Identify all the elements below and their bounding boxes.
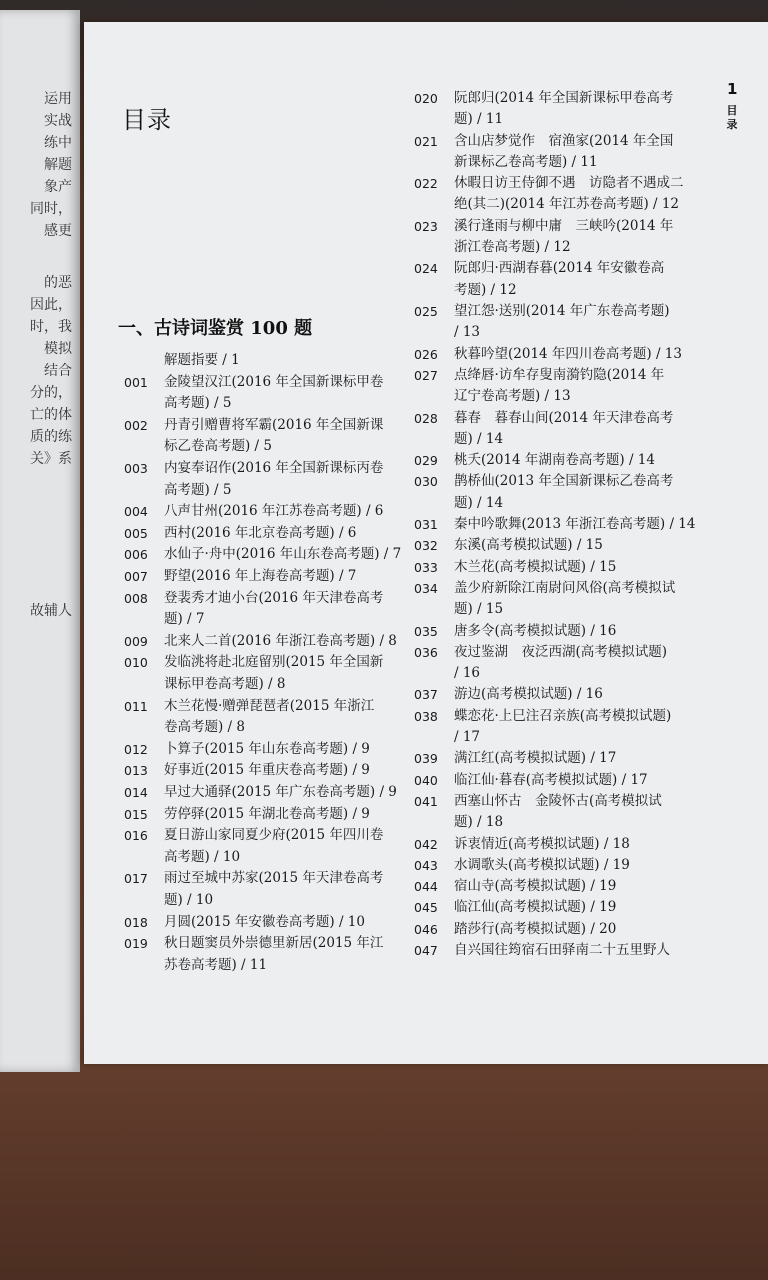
toc-entry-continuation: 苏卷高考题) / 11: [164, 956, 268, 973]
toc-entry-title: 丹青引赠曹将军霸(2016 年全国新课: [164, 416, 384, 433]
toc-entry-title: 劳停驿(2015 年湖北卷高考题) / 9: [164, 805, 370, 822]
toc-entry[interactable]: [124, 523, 404, 545]
toc-entry-number: 033: [414, 559, 438, 575]
left-page-fragment: 练中: [44, 135, 72, 151]
toc-entry-title: 夏日游山家同夏少府(2015 年四川卷: [164, 827, 384, 844]
toc-entry[interactable]: [124, 350, 404, 372]
toc-entry-number: 025: [414, 304, 438, 319]
toc-entry-continuation: / 16: [454, 665, 481, 682]
left-page-fragment: 因此，: [30, 297, 72, 313]
toc-entry-title: 雨过至城中苏家(2015 年天津卷高考: [164, 870, 384, 887]
toc-entry-title: 秋日题窦员外崇德里新居(2015 年江: [164, 935, 384, 952]
toc-entry-title: 诉衷情近(高考模拟试题) / 18: [454, 835, 630, 852]
toc-entry-title: 鹊桥仙(2013 年全国新课标乙卷高考: [454, 473, 674, 490]
toc-entry-number: 047: [414, 943, 438, 958]
toc-entry[interactable]: [414, 876, 714, 897]
toc-entry-number: 004: [124, 504, 148, 520]
toc-entry[interactable]: [414, 557, 714, 578]
toc-entry-number: 016: [124, 828, 148, 844]
toc-entry-title: 临江仙·暮春(高考模拟试题) / 17: [454, 771, 648, 788]
toc-entry-number: 031: [414, 517, 438, 532]
left-page-fragment: 的恶: [44, 275, 72, 291]
toc-entry-title: 内宴奉诏作(2016 年全国新课标丙卷: [164, 460, 384, 476]
toc-entry[interactable]: [414, 834, 714, 855]
toc-entry-continuation: 高考题) / 5: [164, 481, 232, 498]
toc-entry-number: 008: [124, 590, 148, 606]
left-page-fragment: 感更: [44, 223, 72, 239]
toc-entry-continuation: 题) / 11: [454, 111, 504, 128]
toc-entry-number: 010: [124, 655, 148, 671]
toc-entry-title: 发临洮将赴北庭留别(2015 年全国新: [164, 654, 384, 671]
toc-entry[interactable]: [414, 621, 714, 642]
toc-entry-title: 夜过鉴湖 夜泛西湖(高考模拟试题): [454, 643, 668, 660]
toc-entry-title: 宿山寺(高考模拟试题) / 19: [454, 878, 617, 895]
toc-entry-number: 026: [414, 346, 438, 362]
toc-entry-title: 水调歌头(高考模拟试题) / 19: [454, 856, 630, 873]
toc-entry[interactable]: [414, 897, 714, 918]
page-title: 目录: [122, 106, 172, 134]
toc-entry-continuation: 课标甲卷高考题) / 8: [164, 675, 286, 692]
toc-entry[interactable]: [124, 415, 404, 458]
toc-entry-title: 东溪(高考模拟试题) / 15: [454, 537, 603, 554]
toc-entry[interactable]: [124, 501, 404, 523]
left-page-fragment: 实战: [44, 113, 72, 129]
toc-entry-number: 019: [124, 936, 148, 952]
toc-entry-title: 西塞山怀古 金陵怀古(高考模拟试: [454, 792, 662, 809]
toc-entry-title: 蝶恋花·上巳注召亲族(高考模拟试题): [454, 707, 672, 724]
toc-entry-title: 阮郎归·西湖春暮(2014 年安徽卷高: [454, 260, 665, 277]
toc-entry-title: 月圆(2015 年安徽卷高考题) / 10: [164, 913, 365, 930]
toc-entry[interactable]: [414, 748, 714, 769]
toc-entry-number: 044: [414, 879, 438, 895]
toc-entry-continuation: 新课标乙卷高考题) / 11: [454, 153, 598, 170]
toc-entry-title: 满江红(高考模拟试题) / 17: [454, 750, 617, 767]
toc-entry[interactable]: [124, 372, 404, 415]
toc-entry[interactable]: [414, 408, 714, 451]
toc-entry-number: 021: [414, 133, 438, 149]
toc-entry[interactable]: [414, 471, 714, 514]
toc-entry-title: 溪行逢雨与柳中庸 三峡吟(2014 年: [454, 217, 674, 234]
toc-entry-continuation: / 17: [454, 728, 481, 745]
toc-entry-title: 北来人二首(2016 年浙江卷高考题) / 8: [164, 632, 397, 649]
toc-entry-continuation: 辽宁卷高考题) / 13: [454, 388, 571, 405]
toc-entry-number: 038: [414, 708, 438, 724]
toc-entry-continuation: 题) / 15: [454, 601, 504, 618]
toc-entry-number: 012: [124, 741, 148, 757]
toc-entry-number: 020: [414, 91, 438, 106]
toc-entry-title: 含山店梦觉作 宿渔家(2014 年全国: [454, 132, 674, 149]
toc-entry-number: 028: [414, 410, 438, 426]
left-page-fragment: 运用: [44, 91, 72, 107]
toc-entry-number: 043: [414, 857, 438, 873]
side-tab-label: 目录: [726, 104, 738, 131]
toc-entry-number: 007: [124, 569, 148, 584]
toc-entry-number: 024: [414, 261, 438, 277]
toc-entry-number: 039: [414, 751, 438, 767]
toc-entry-title: 唐多令(高考模拟试题) / 16: [454, 622, 617, 639]
toc-entry-title: 水仙子·舟中(2016 年山东卷高考题) / 7: [164, 546, 402, 563]
toc-entry[interactable]: [414, 642, 714, 685]
left-page-fragment: 解题: [44, 157, 72, 173]
left-page-fragment: 关》系: [30, 451, 72, 467]
toc-entry[interactable]: [124, 566, 404, 588]
toc-entry[interactable]: [414, 770, 714, 791]
toc-entry-continuation: 题) / 14: [454, 494, 504, 511]
toc-entry[interactable]: [124, 804, 404, 826]
toc-entry-number: 042: [414, 836, 438, 852]
toc-entry-title: 卜算子(2015 年山东卷高考题) / 9: [164, 740, 370, 757]
toc-entry-title: 游边(高考模拟试题) / 16: [454, 686, 603, 703]
toc-entry-title: 八声甘州(2016 年江苏卷高考题) / 6: [164, 503, 384, 520]
toc-entry[interactable]: [414, 940, 714, 961]
left-page-fragment: 象产: [44, 179, 72, 195]
toc-entry[interactable]: [414, 514, 714, 535]
toc-entry[interactable]: [414, 791, 714, 834]
toc-entry-title: 木兰花慢·赠弹琵琶者(2015 年浙江: [164, 697, 375, 714]
toc-entry[interactable]: [124, 782, 404, 804]
toc-entry-continuation: 高考题) / 10: [164, 848, 241, 865]
toc-entry-title: 秋暮吟望(2014 年四川卷高考题) / 13: [454, 345, 682, 362]
toc-entry-title: 桃夭(2014 年湖南卷高考题) / 14: [454, 452, 655, 469]
toc-entry[interactable]: [124, 912, 404, 934]
toc-entry-number: 040: [414, 772, 438, 788]
left-page-fragment: 质的练: [30, 429, 72, 445]
toc-entry-continuation: 标乙卷高考题) / 5: [164, 438, 272, 455]
toc-entry-number: 013: [124, 763, 148, 779]
toc-entry-number: 029: [414, 453, 438, 469]
toc-entry[interactable]: [124, 868, 404, 911]
page-number: 1: [727, 80, 738, 98]
toc-entry-number: 001: [124, 374, 148, 390]
left-page-fragment: 时，我: [30, 319, 72, 335]
toc-entry[interactable]: [414, 535, 714, 556]
toc-entry-title: 点绛唇·访牟存叟南漪钓隐(2014 年: [454, 366, 665, 383]
toc-entry[interactable]: [124, 760, 404, 782]
toc-entry-continuation: 题) / 18: [454, 814, 504, 831]
toc-entry-title: 阮郎归(2014 年全国新课标甲卷高考: [454, 90, 674, 106]
toc-left-column: [124, 350, 404, 990]
toc-entry[interactable]: [124, 739, 404, 761]
toc-entry-number: 002: [124, 417, 148, 433]
toc-entry-title: 解题指要 / 1: [164, 352, 240, 368]
left-page-fragment: 分的，: [30, 385, 72, 401]
toc-entry-number: 017: [124, 871, 148, 887]
toc-entry-title: 临江仙(高考模拟试题) / 19: [454, 899, 617, 916]
toc-entry-number: 009: [124, 633, 148, 649]
toc-entry-number: 006: [124, 547, 148, 563]
toc-entry-number: 014: [124, 785, 148, 800]
left-page-fragment: 故辅人: [30, 603, 72, 619]
toc-entry-number: 030: [414, 474, 438, 490]
toc-entry-continuation: 考题) / 12: [454, 281, 517, 298]
toc-entry-title: 西村(2016 年北京卷高考题) / 6: [164, 524, 357, 541]
toc-entry-title: 自兴国往筠宿石田驿南二十五里野人: [454, 942, 670, 958]
toc-entry[interactable]: [414, 919, 714, 940]
toc-entry[interactable]: [124, 825, 404, 868]
toc-entry[interactable]: [414, 173, 714, 216]
toc-entry-title: 登裴秀才迪小台(2016 年天津卷高考: [164, 589, 384, 606]
toc-entry-number: 027: [414, 367, 438, 383]
toc-entry-continuation: 高考题) / 5: [164, 395, 232, 412]
toc-entry-number: 037: [414, 687, 438, 703]
toc-entry[interactable]: [124, 631, 404, 653]
toc-entry-continuation: 绝(其二)(2014 年江苏卷高考题) / 12: [454, 196, 680, 213]
toc-entry-title: 早过大通驿(2015 年广东卷高考题) / 9: [164, 784, 397, 800]
toc-entry[interactable]: [414, 450, 714, 471]
toc-entry-title: 金陵望汉江(2016 年全国新课标甲卷: [164, 373, 384, 390]
toc-entry-continuation: 题) / 7: [164, 611, 205, 628]
toc-entry-number: 035: [414, 623, 438, 639]
section-heading: 一、古诗词鉴赏 100 题: [118, 318, 313, 339]
toc-entry-title: 好事近(2015 年重庆卷高考题) / 9: [164, 762, 370, 779]
toc-entry-number: 018: [124, 914, 148, 930]
toc-entry-title: 盖少府新除江南尉问风俗(高考模拟试: [454, 579, 676, 596]
toc-entry[interactable]: [414, 131, 714, 174]
toc-entry[interactable]: [124, 652, 404, 695]
toc-entry[interactable]: [414, 365, 714, 408]
left-page: [0, 10, 80, 1072]
left-page-fragment: 同时，: [30, 201, 72, 217]
toc-entry[interactable]: [414, 855, 714, 876]
toc-entry-number: 034: [414, 580, 438, 596]
left-page-fragment: 结合: [44, 363, 72, 379]
toc-entry[interactable]: [124, 544, 404, 566]
toc-entry[interactable]: [414, 216, 714, 259]
left-page-fragment: 模拟: [44, 341, 72, 357]
toc-entry-number: 022: [414, 176, 438, 192]
toc-entry-continuation: 卷高考题) / 8: [164, 719, 245, 736]
toc-entry-continuation: / 13: [454, 324, 481, 341]
toc-entry[interactable]: [414, 706, 714, 749]
toc-entry-number: 023: [414, 218, 438, 234]
toc-entry-title: 望江怨·送别(2014 年广东卷高考题): [454, 303, 670, 319]
toc-entry-number: 005: [124, 525, 148, 541]
toc-entry-title: 休暇日访王侍御不遇 访隐者不遇成二: [454, 175, 684, 192]
toc-entry-number: 003: [124, 461, 148, 476]
toc-right-column: [414, 88, 714, 988]
toc-entry-title: 野望(2016 年上海卷高考题) / 7: [164, 568, 357, 584]
toc-entry-continuation: 浙江卷高考题) / 12: [454, 239, 571, 256]
toc-entry-number: 015: [124, 806, 148, 822]
toc-entry-number: 011: [124, 698, 148, 714]
toc-entry[interactable]: [414, 301, 714, 344]
toc-entry[interactable]: [414, 684, 714, 705]
toc-entry-title: 秦中吟歌舞(2013 年浙江卷高考题) / 14: [454, 516, 696, 532]
toc-entry-number: 032: [414, 538, 438, 554]
toc-entry-continuation: 题) / 10: [164, 891, 214, 908]
toc-entry[interactable]: [414, 578, 714, 621]
toc-entry-number: 045: [414, 900, 438, 916]
toc-entry-title: 暮春 暮春山间(2014 年天津卷高考: [454, 409, 674, 426]
toc-entry[interactable]: [124, 933, 404, 976]
toc-entry-title: 踏莎行(高考模拟试题) / 20: [454, 920, 617, 937]
toc-entry[interactable]: [124, 696, 404, 739]
toc-entry[interactable]: [124, 588, 404, 631]
toc-entry-title: 木兰花(高考模拟试题) / 15: [454, 558, 617, 575]
left-page-fragment: 亡的体: [30, 407, 72, 423]
toc-entry-number: 036: [414, 644, 438, 660]
toc-entry[interactable]: [414, 258, 714, 301]
toc-entry[interactable]: [124, 458, 404, 501]
toc-entry-number: 046: [414, 921, 438, 937]
toc-entry[interactable]: [414, 88, 714, 131]
toc-entry-continuation: 题) / 14: [454, 430, 504, 447]
toc-entry-number: 041: [414, 793, 438, 809]
toc-entry[interactable]: [414, 344, 714, 365]
